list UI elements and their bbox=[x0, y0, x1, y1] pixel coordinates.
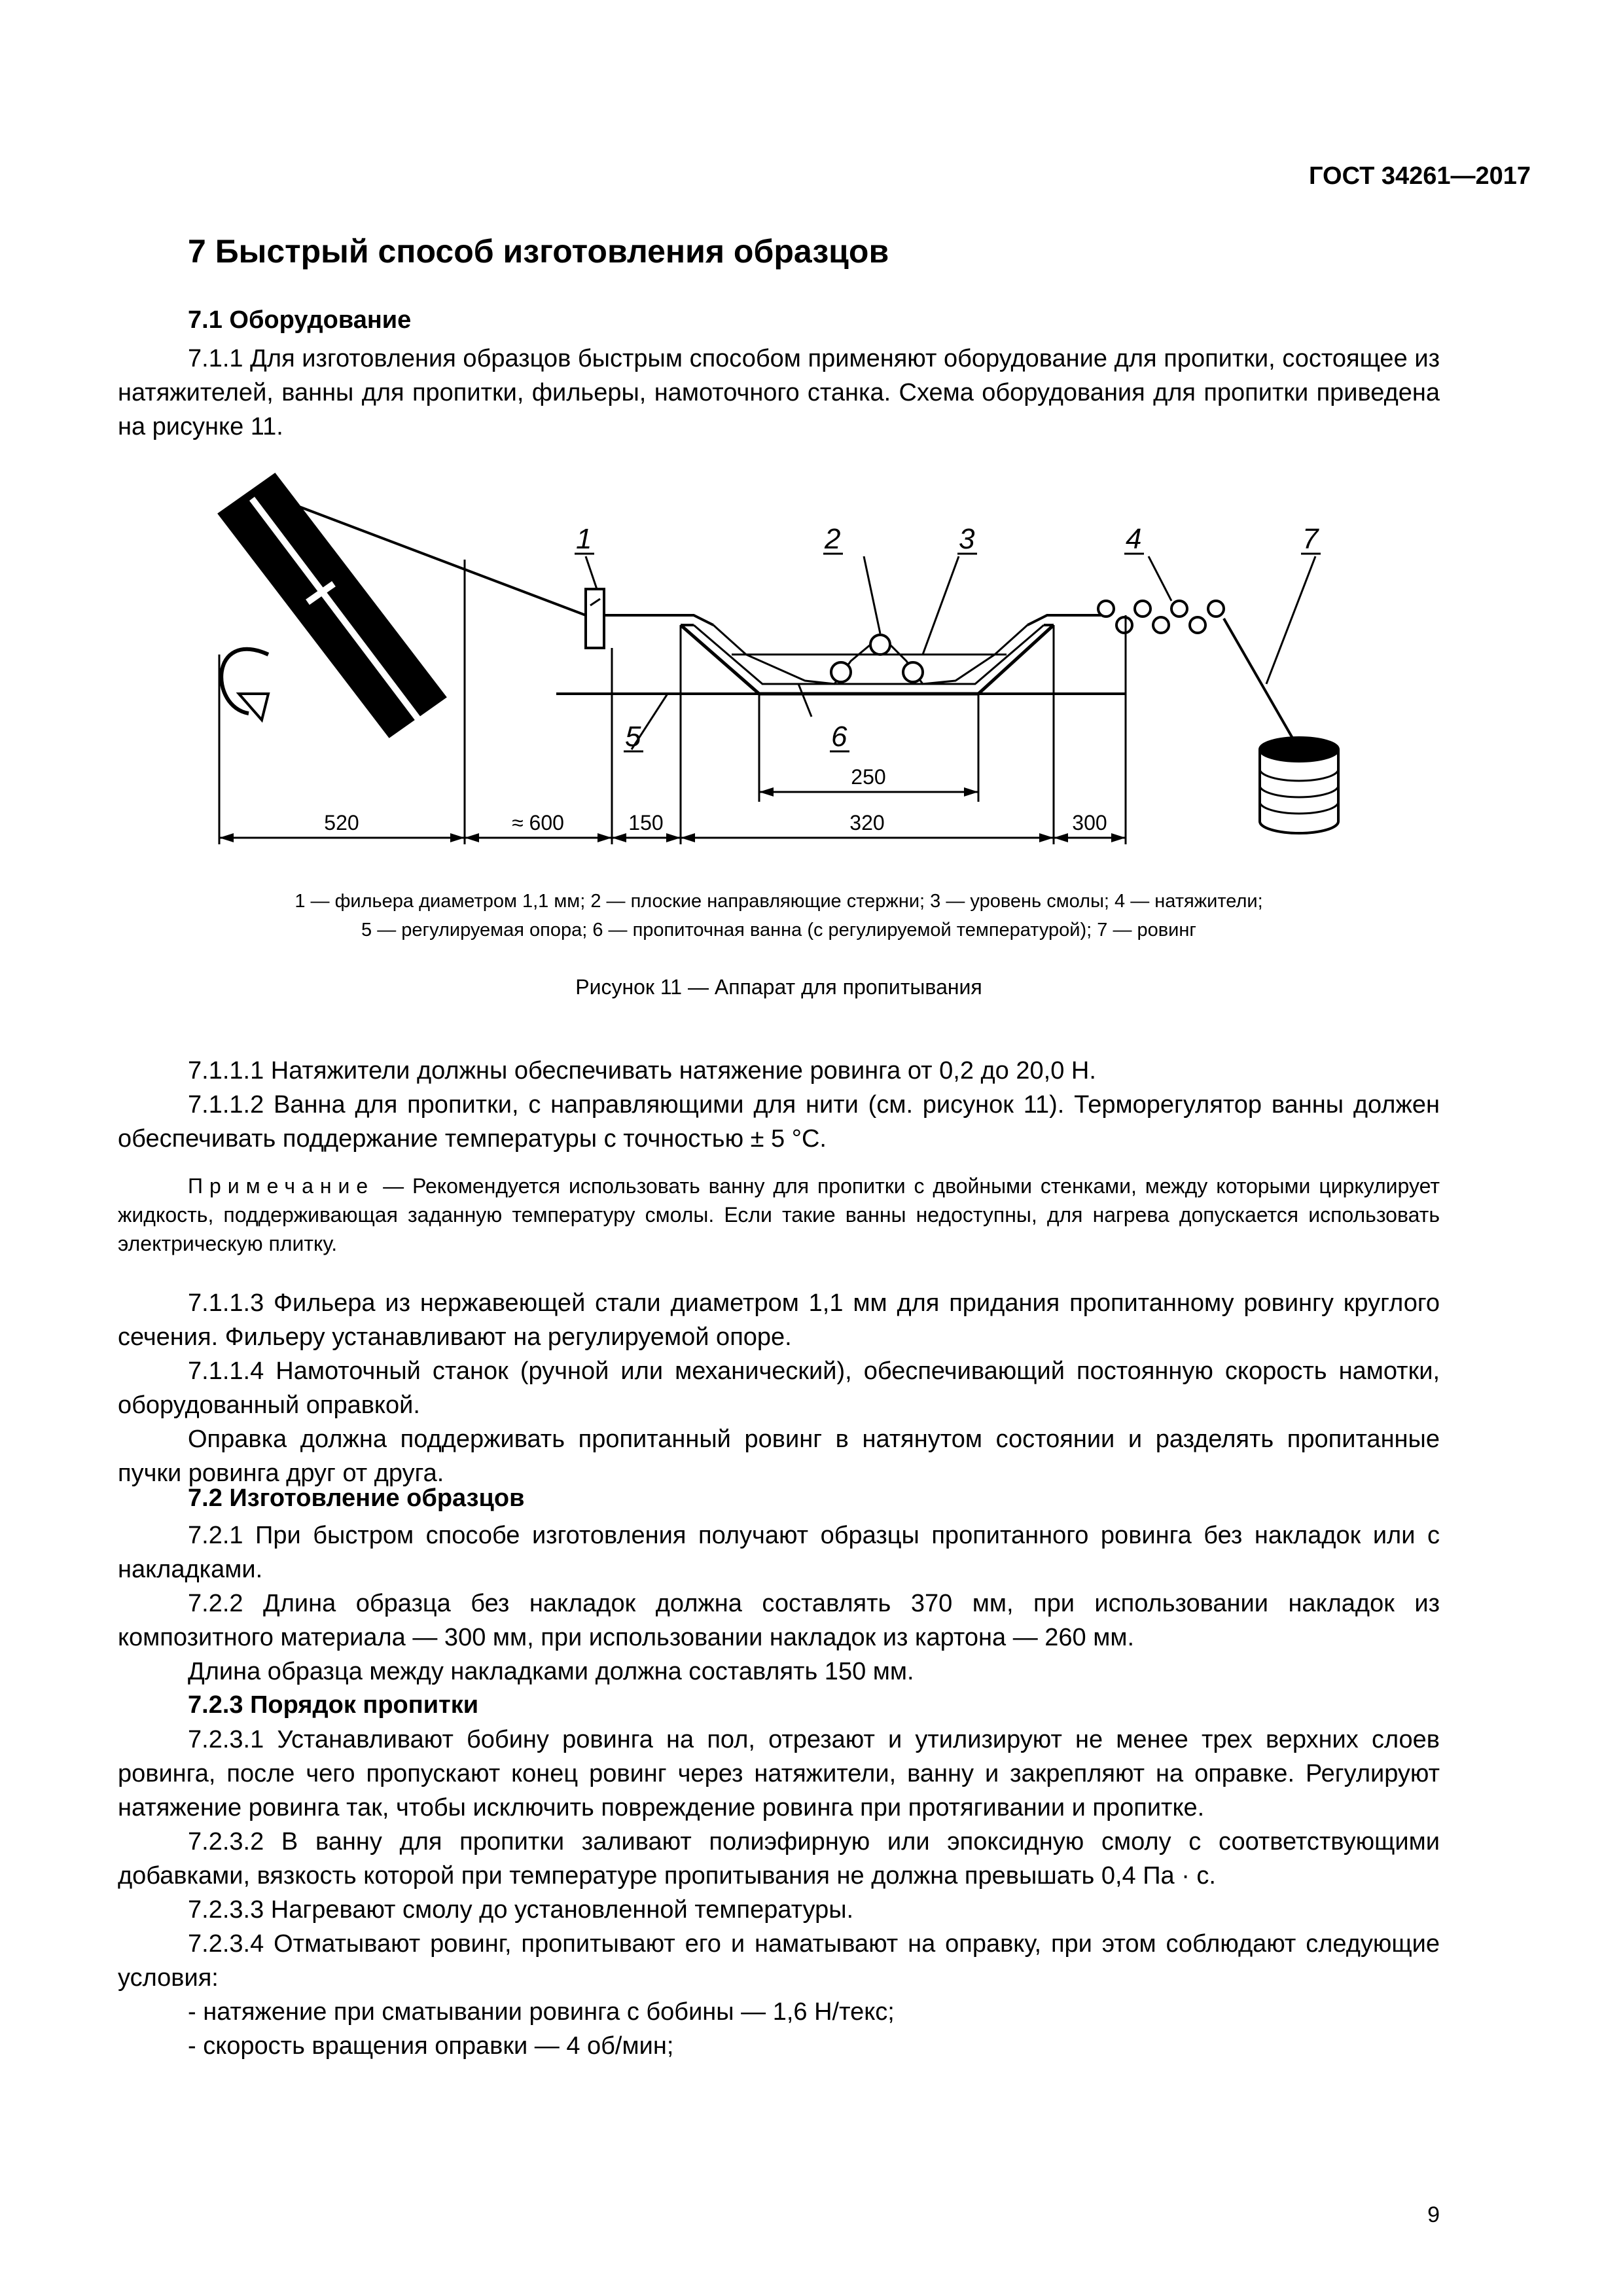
subsection-title-7-2: 7.2 Изготовление образцов bbox=[188, 1484, 525, 1512]
label-1: 1 bbox=[576, 523, 592, 555]
figure-legend-line-2: 5 — регулируемая опора; 6 — пропиточная ванна (с регулируемой температурой); 7 — ровинг bbox=[361, 920, 1196, 941]
dim-600: ≈ 600 bbox=[512, 811, 564, 834]
bobbin-top bbox=[1260, 738, 1338, 761]
list-item: - натяжение при сматывании ровинга с бобины — 1,6 Н/текс; bbox=[188, 1998, 895, 2026]
paragraph-length: Длина образца между накладками должна составлять 150 мм. bbox=[188, 1658, 914, 1685]
paragraph-7-2-3-1: 7.2.3.1 Устанавливают бобину ровинга на пол, отрезают и утилизируют не менее трех верхних слоев ровинга, после чего пропускают конец ровинг через натяжители, ванну и закрепляют на оправке. Регулируют натяжение ровинга так, чтобы исключить повреждение ровинга при протягивании и пропитке. bbox=[118, 1726, 1440, 1821]
dim-250: 250 bbox=[851, 765, 886, 789]
label-3: 3 bbox=[959, 523, 975, 555]
subsection-title-7-2-3: 7.2.3 Порядок пропитки bbox=[188, 1691, 479, 1719]
paragraph-mandrel: Оправка должна поддерживать пропитанный ровинг в натянутом состоянии и разделять пропитанные пучки ровинга друг от друга. bbox=[118, 1426, 1440, 1487]
page-number: 9 bbox=[1427, 2202, 1440, 2227]
dim-150: 150 bbox=[628, 811, 664, 834]
label-2: 2 bbox=[825, 523, 841, 555]
paragraph-7-1-1-3: 7.1.1.3 Фильера из нержавеющей стали диаметром 1,1 мм для придания пропитанному ровингу круглого сечения. Фильеру устанавливают на регулируемой опоре. bbox=[118, 1289, 1440, 1351]
figure-legend-line-1: 1 — фильера диаметром 1,1 мм; 2 — плоские направляющие стержни; 3 — уровень смолы; 4 — натяжители; bbox=[294, 891, 1263, 912]
tensioner bbox=[1098, 601, 1114, 617]
paragraph-7-2-1: 7.2.1 При быстром способе изготовления получают образцы пропитанного ровинга без накладок или с накладками. bbox=[118, 1522, 1440, 1583]
die bbox=[586, 589, 604, 648]
label-6: 6 bbox=[831, 721, 847, 753]
subsection-title-7-1: 7.1 Оборудование bbox=[188, 306, 412, 334]
standard-number: ГОСТ 34261—2017 bbox=[1309, 162, 1531, 190]
dim-320: 320 bbox=[849, 811, 885, 834]
label-4: 4 bbox=[1126, 523, 1142, 555]
paragraph-7-2-3-4: 7.2.3.4 Отматывают ровинг, пропитывают его и наматывают на оправку, при этом соблюдают следующие условия: bbox=[118, 1930, 1440, 1992]
label-7: 7 bbox=[1302, 523, 1319, 555]
paragraph-7-1-1-4: 7.1.1.4 Намоточный станок (ручной или механический), обеспечивающий постоянную скорость намотки, оборудованный оправкой. bbox=[118, 1357, 1440, 1419]
paragraph-7-1-1-2: 7.1.1.2 Ванна для пропитки, с направляющими для нити (см. рисунок 11). Терморегулятор ванны должен обеспечивать поддержание температуры с точностью ± 5 °С. bbox=[118, 1091, 1440, 1153]
section-title: 7 Быстрый способ изготовления образцов bbox=[188, 233, 889, 270]
paragraph-7-1-1: 7.1.1 Для изготовления образцов быстрым способом применяют оборудование для пропитки, состоящее из натяжителей, ванны для пропитки, фильеры, намоточного станка. Схема оборудования для пропитки приведена на рисунке 11. bbox=[118, 345, 1440, 440]
note-label: Примечание bbox=[188, 1174, 375, 1198]
paragraph-7-1-1-1: 7.1.1.1 Натяжители должны обеспечивать натяжение ровинга от 0,2 до 20,0 Н. bbox=[188, 1057, 1096, 1085]
dim-520: 520 bbox=[324, 811, 359, 834]
list-item: - скорость вращения оправки — 4 об/мин; bbox=[188, 2032, 674, 2060]
note bbox=[118, 1172, 1440, 1258]
paragraph-7-2-3-2: 7.2.3.2 В ванну для пропитки заливают полиэфирную или эпоксидную смолу с соответствующими добавками, вязкость которой при температуре пропитывания не должна превышать 0,4 Па · с. bbox=[118, 1828, 1440, 1890]
paragraph-7-2-2: 7.2.2 Длина образца без накладок должна составлять 370 мм, при использовании накладок из композитного материала — 300 мм, при использовании накладок из картона — 260 мм. bbox=[118, 1590, 1440, 1651]
dim-300: 300 bbox=[1072, 811, 1107, 834]
figure-impregnation-apparatus bbox=[196, 471, 1361, 864]
paragraph-7-2-3-3: 7.2.3.3 Нагревают смолу до установленной температуры. bbox=[188, 1896, 854, 1924]
note-text: — Рекомендуется использовать ванну для пропитки с двойными стенками, между которыми циркулирует жидкость, поддерживающая заданную температуру смолы. Если такие ванны недоступны, для нагрева допускается использовать электрическую плитку. bbox=[118, 1174, 1440, 1255]
figure-title: Рисунок 11 — Аппарат для пропитывания bbox=[575, 975, 982, 999]
label-5: 5 bbox=[625, 721, 641, 753]
